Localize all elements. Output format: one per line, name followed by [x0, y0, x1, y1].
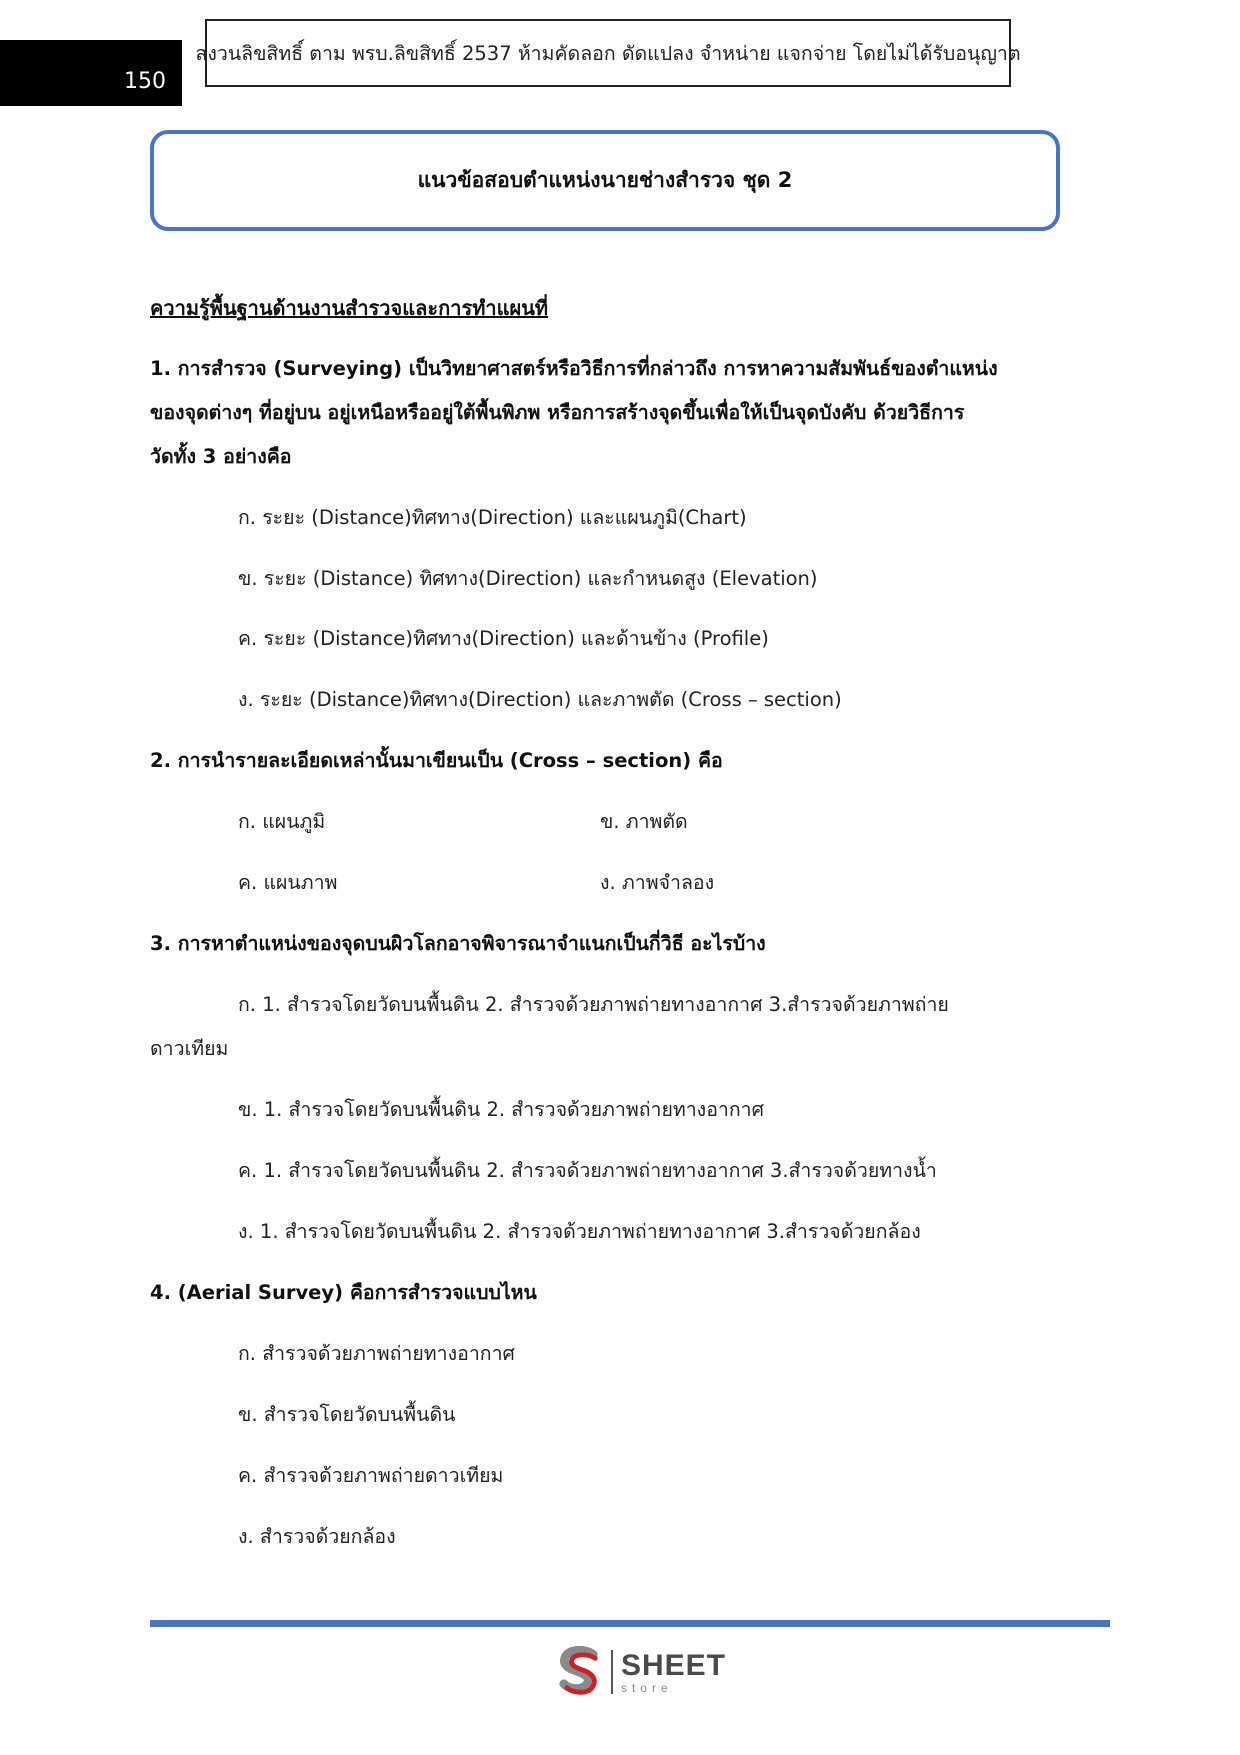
question-1-line-2: ของจุดต่างๆ ที่อยู่บน อยู่เหนือหรืออยู่ใต้พื้นพิภพ หรือการสร้างจุดขึ้นเพื่อให้เป็นจุดบังคับ ด้วยวิธีการ: [150, 401, 965, 424]
copyright-notice: [195, 19, 1021, 87]
question-1-line-3: วัดทั้ง 3 อย่างคือ: [150, 445, 292, 468]
page-number-text: 150: [124, 69, 166, 94]
section-heading: ความรู้พื้นฐานด้านงานสำรวจและการทำแผนที่: [150, 296, 549, 320]
question-3-option-a: ก. 1. สำรวจโดยวัดบนพื้นดิน 2. สำรวจด้วยภาพถ่ายทางอากาศ 3.สำรวจด้วยภาพถ่าย: [238, 993, 949, 1016]
question-1-option-c: ค. ระยะ (Distance)ทิศทาง(Direction) และด้านข้าง (Profile): [238, 627, 769, 650]
question-3-option-d: ง. 1. สำรวจโดยวัดบนพื้นดิน 2. สำรวจด้วยภาพถ่ายทางอากาศ 3.สำรวจด้วยกล้อง: [238, 1220, 921, 1243]
question-2-option-a: ก. แผนภูมิ: [238, 810, 326, 833]
sheet-store-logo-icon: [556, 1646, 605, 1698]
question-3-line-1: 3. การหาตำแหน่งของจุดบนผิวโลกอาจพิจารณาจำแนกเป็นกี่วิธี อะไรบ้าง: [150, 932, 766, 955]
question-2-option-b: ข. ภาพตัด: [600, 810, 688, 833]
question-1-option-d: ง. ระยะ (Distance)ทิศทาง(Direction) และภาพตัด (Cross – section): [238, 688, 842, 711]
question-2-line-1: 2. การนำรายละเอียดเหล่านั้นมาเขียนเป็น (Cross – section) คือ: [150, 749, 723, 772]
question-1-option-a: ก. ระยะ (Distance)ทิศทาง(Direction) และแผนภูมิ(Chart): [238, 506, 747, 529]
question-3-option-a-continued: ดาวเทียม: [150, 1037, 229, 1060]
question-4-option-b: ข. สำรวจโดยวัดบนพื้นดิน: [238, 1403, 456, 1426]
question-3-option-c: ค. 1. สำรวจโดยวัดบนพื้นดิน 2. สำรวจด้วยภาพถ่ายทางอากาศ 3.สำรวจด้วยทางน้ำ: [238, 1159, 937, 1182]
footer-divider: [150, 1620, 1110, 1627]
copyright-text: สงวนลิขสิทธิ์ ตาม พรบ.ลิขสิทธิ์ 2537 ห้ามคัดลอก ดัดแปลง จำหน่าย แจกจ่าย โดยไม่ได้รับอนุญาต: [195, 41, 1021, 65]
question-4-option-a: ก. สำรวจด้วยภาพถ่ายทางอากาศ: [238, 1342, 515, 1365]
question-4-option-c: ค. สำรวจด้วยภาพถ่ายดาวเทียม: [238, 1464, 504, 1487]
logo-subword: store: [620, 1680, 673, 1695]
question-1-line-1: 1. การสำรวจ (Surveying) เป็นวิทยาศาสตร์หรือวิธีการที่กล่าวถึง การหาความสัมพันธ์ของตำแหน่ง: [150, 357, 998, 380]
question-3-option-b: ข. 1. สำรวจโดยวัดบนพื้นดิน 2. สำรวจด้วยภาพถ่ายทางอากาศ: [238, 1098, 764, 1121]
question-2-option-d: ง. ภาพจำลอง: [600, 871, 715, 894]
question-1-option-b: ข. ระยะ (Distance) ทิศทาง(Direction) และกำหนดสูง (Elevation): [238, 567, 818, 590]
question-4-option-d: ง. สำรวจด้วยกล้อง: [238, 1525, 396, 1548]
sheet-store-logo: [556, 1644, 726, 1700]
question-2-option-c: ค. แผนภาพ: [238, 871, 338, 894]
question-4-line-1: 4. (Aerial Survey) คือการสำรวจแบบไหน: [150, 1281, 537, 1304]
logo-separator: [611, 1650, 613, 1694]
document-title: แนวข้อสอบตำแหน่งนายช่างสำรวจ ชุด 2: [417, 168, 793, 192]
page-number: [0, 40, 182, 106]
logo-word: SHEET: [620, 1648, 726, 1682]
document-title-box: [150, 130, 1060, 231]
